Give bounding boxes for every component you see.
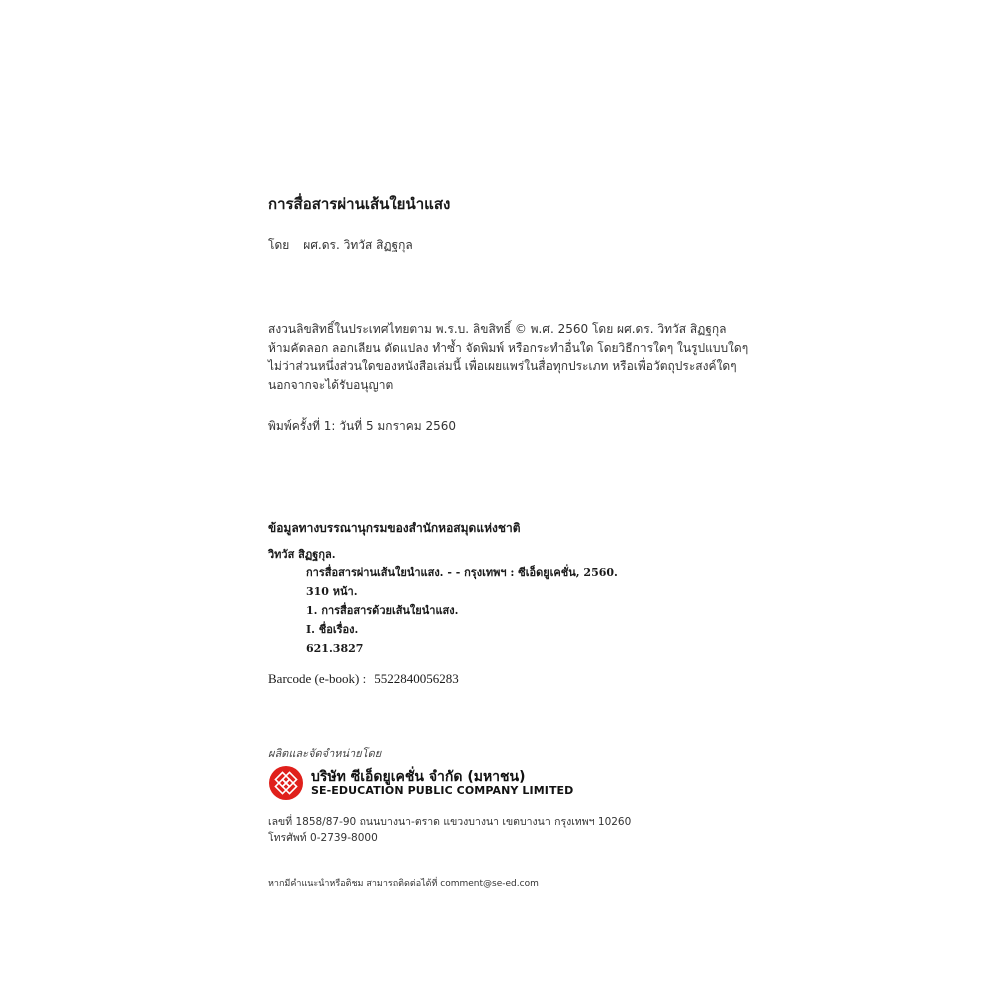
cip-entry: 1. การสื่อสารด้วยเส้นใยนำแสง. <box>306 604 459 617</box>
publisher-logo-icon <box>269 766 303 800</box>
address-line: เลขที่ 1858/87-90 ถนนบางนา-ตราด แขวงบางนา เขตบางนา กรุงเทพฯ 10260 <box>268 816 632 828</box>
barcode-line <box>268 671 459 687</box>
copyright-line: สงวนลิขสิทธิ์ในประเทศไทยตาม พ.ร.บ. ลิขสิทธิ์ © พ.ศ. 2560 โดย ผศ.ดร. วิทวัส สิฏฐกุล <box>268 322 727 336</box>
publisher-address <box>268 814 631 846</box>
contact-note: หากมีคำแนะนำหรือติชม สามารถติดต่อได้ที่ comment@se-ed.com <box>268 879 539 889</box>
cip-entry: 621.3827 <box>306 642 364 655</box>
publisher-name-english: SE-EDUCATION PUBLIC COMPANY LIMITED <box>311 784 574 797</box>
cip-entry: การสื่อสารผ่านเส้นใยนำแสง. - - กรุงเทพฯ : ซีเอ็ดยูเคชั่น, 2560. <box>306 566 618 579</box>
phone-line: โทรศัพท์ 0-2739-8000 <box>268 832 378 844</box>
book-title: การสื่อสารผ่านเส้นใยนำแสง <box>268 195 451 213</box>
copyright-line: นอกจากจะได้รับอนุญาต <box>268 377 394 392</box>
copyright-line: ไม่ว่าส่วนหนึ่งส่วนใดของหนังสือเล่มนี้ เพื่อเผยแพร่ในสื่อทุกประเภท หรือเพื่อวัตถุประสงค์ใดๆ <box>268 359 737 373</box>
byline-author: ผศ.ดร. วิทวัส สิฏฐกุล <box>303 238 413 252</box>
cip-entry: 310 หน้า. <box>306 585 358 598</box>
copyright-notice <box>268 320 748 394</box>
cip-author: วิทวัส สิฏฐกุล. <box>268 548 336 561</box>
barcode-value: 5522840056283 <box>374 671 459 686</box>
printing-edition: พิมพ์ครั้งที่ 1: วันที่ 5 มกราคม 2560 <box>268 419 457 433</box>
cip-entry: I. ชื่อเรื่อง. <box>306 623 359 636</box>
publisher-name-thai: บริษัท ซีเอ็ดยูเคชั่น จำกัด (มหาชน) <box>311 769 526 785</box>
cip-entries <box>306 563 618 658</box>
distributed-by-label: ผลิตและจัดจำหน่ายโดย <box>268 747 382 760</box>
copyright-line: ห้ามคัดลอก ลอกเลียน ดัดแปลง ทำซ้ำ จัดพิมพ์ หรือกระทำอื่นใด โดยวิธีการใดๆ ในรูปแบบใดๆ <box>268 340 749 355</box>
cip-heading: ข้อมูลทางบรรณานุกรมของสำนักหอสมุดแห่งชาติ <box>268 521 521 535</box>
byline <box>268 236 413 255</box>
byline-prefix: โดย <box>268 238 290 252</box>
barcode-label: Barcode (e-book) : <box>268 671 367 686</box>
